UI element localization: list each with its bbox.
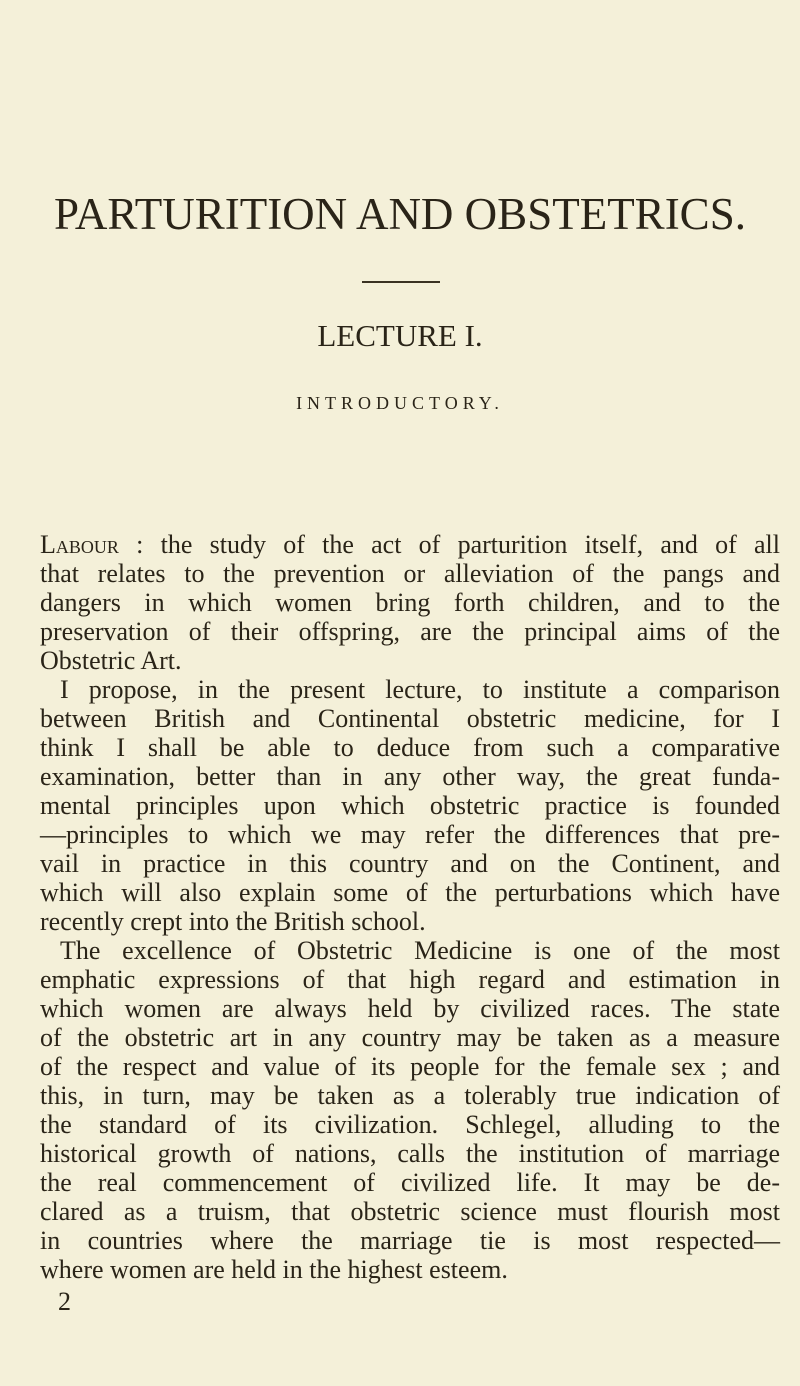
text-line: [40, 1139, 780, 1168]
line-text: of the obstetric art in any country may be taken as a measure: [40, 1023, 780, 1052]
text-line: [40, 994, 780, 1023]
line-text: historical growth of nations, calls the institution of marriage: [40, 1139, 780, 1168]
line-text: dangers in which women bring forth children, and to the: [40, 588, 780, 617]
text-line: [40, 820, 780, 849]
text-line: [40, 1081, 780, 1110]
text-line: [40, 762, 780, 791]
page-title: PARTURITION AND OBSTETRICS.: [54, 189, 746, 239]
body-text: [40, 530, 780, 1284]
line-text: The excellence of Obstetric Medicine is one of the most: [60, 936, 780, 965]
text-line: [40, 1197, 780, 1226]
text-line: [40, 1168, 780, 1197]
line-text: in countries where the marriage tie is most respected—: [40, 1226, 780, 1255]
text-line: [40, 1023, 780, 1052]
line-text: which women are always held by civilized races. The state: [40, 994, 780, 1023]
line-text: where women are held in the highest esteem.: [40, 1255, 508, 1284]
text-line: [40, 791, 780, 820]
line-text: —principles to which we may refer the differences that pre-: [40, 820, 780, 849]
text-line: [40, 878, 780, 907]
line-text: preservation of their offspring, are the principal aims of the: [40, 617, 780, 646]
line-text: I propose, in the present lecture, to institute a comparison: [60, 675, 780, 704]
line-text: of the respect and value of its people for the female sex ; and: [40, 1052, 780, 1081]
text-line: [40, 1255, 780, 1284]
line-text: between British and Continental obstetric medicine, for I: [40, 704, 780, 733]
text-line: [40, 936, 780, 965]
text-line: [40, 588, 780, 617]
text-line: [40, 965, 780, 994]
line-text: this, in turn, may be taken as a tolerably true indication of: [40, 1081, 780, 1110]
line-text: : the study of the act of parturition itself, and of all: [136, 530, 780, 559]
divider-rule: [362, 281, 440, 283]
text-line: [40, 1052, 780, 1081]
text-line: [40, 704, 780, 733]
lecture-heading: LECTURE I.: [317, 318, 483, 353]
text-line: [40, 617, 780, 646]
lead-word: Labour: [40, 530, 119, 559]
line-text: that relates to the prevention or alleviation of the pangs and: [40, 559, 780, 588]
text-line: [40, 530, 780, 559]
line-text: emphatic expressions of that high regard and estimation in: [40, 965, 780, 994]
text-line: [40, 675, 780, 704]
line-text: which will also explain some of the perturbations which have: [40, 878, 780, 907]
signature-mark: 2: [58, 1287, 71, 1316]
text-line: [40, 559, 780, 588]
line-text: vail in practice in this country and on the Continent, and: [40, 849, 780, 878]
text-line: [40, 907, 780, 936]
line-text: clared as a truism, that obstetric science must flourish most: [40, 1197, 780, 1226]
line-text: recently crept into the British school.: [40, 907, 426, 936]
text-line: [40, 1110, 780, 1139]
line-text: mental principles upon which obstetric practice is founded: [40, 791, 780, 820]
text-line: [40, 1226, 780, 1255]
text-line: [40, 646, 780, 675]
text-line: [40, 849, 780, 878]
line-text: think I shall be able to deduce from such a comparative: [40, 733, 780, 762]
line-text: the real commencement of civilized life. It may be de-: [40, 1168, 780, 1197]
line-text: the standard of its civilization. Schlegel, alluding to the: [40, 1110, 780, 1139]
text-line: [40, 733, 780, 762]
section-subtitle: INTRODUCTORY.: [296, 393, 504, 413]
line-text: Obstetric Art.: [40, 646, 182, 675]
line-text: examination, better than in any other way, the great funda-: [40, 762, 780, 791]
